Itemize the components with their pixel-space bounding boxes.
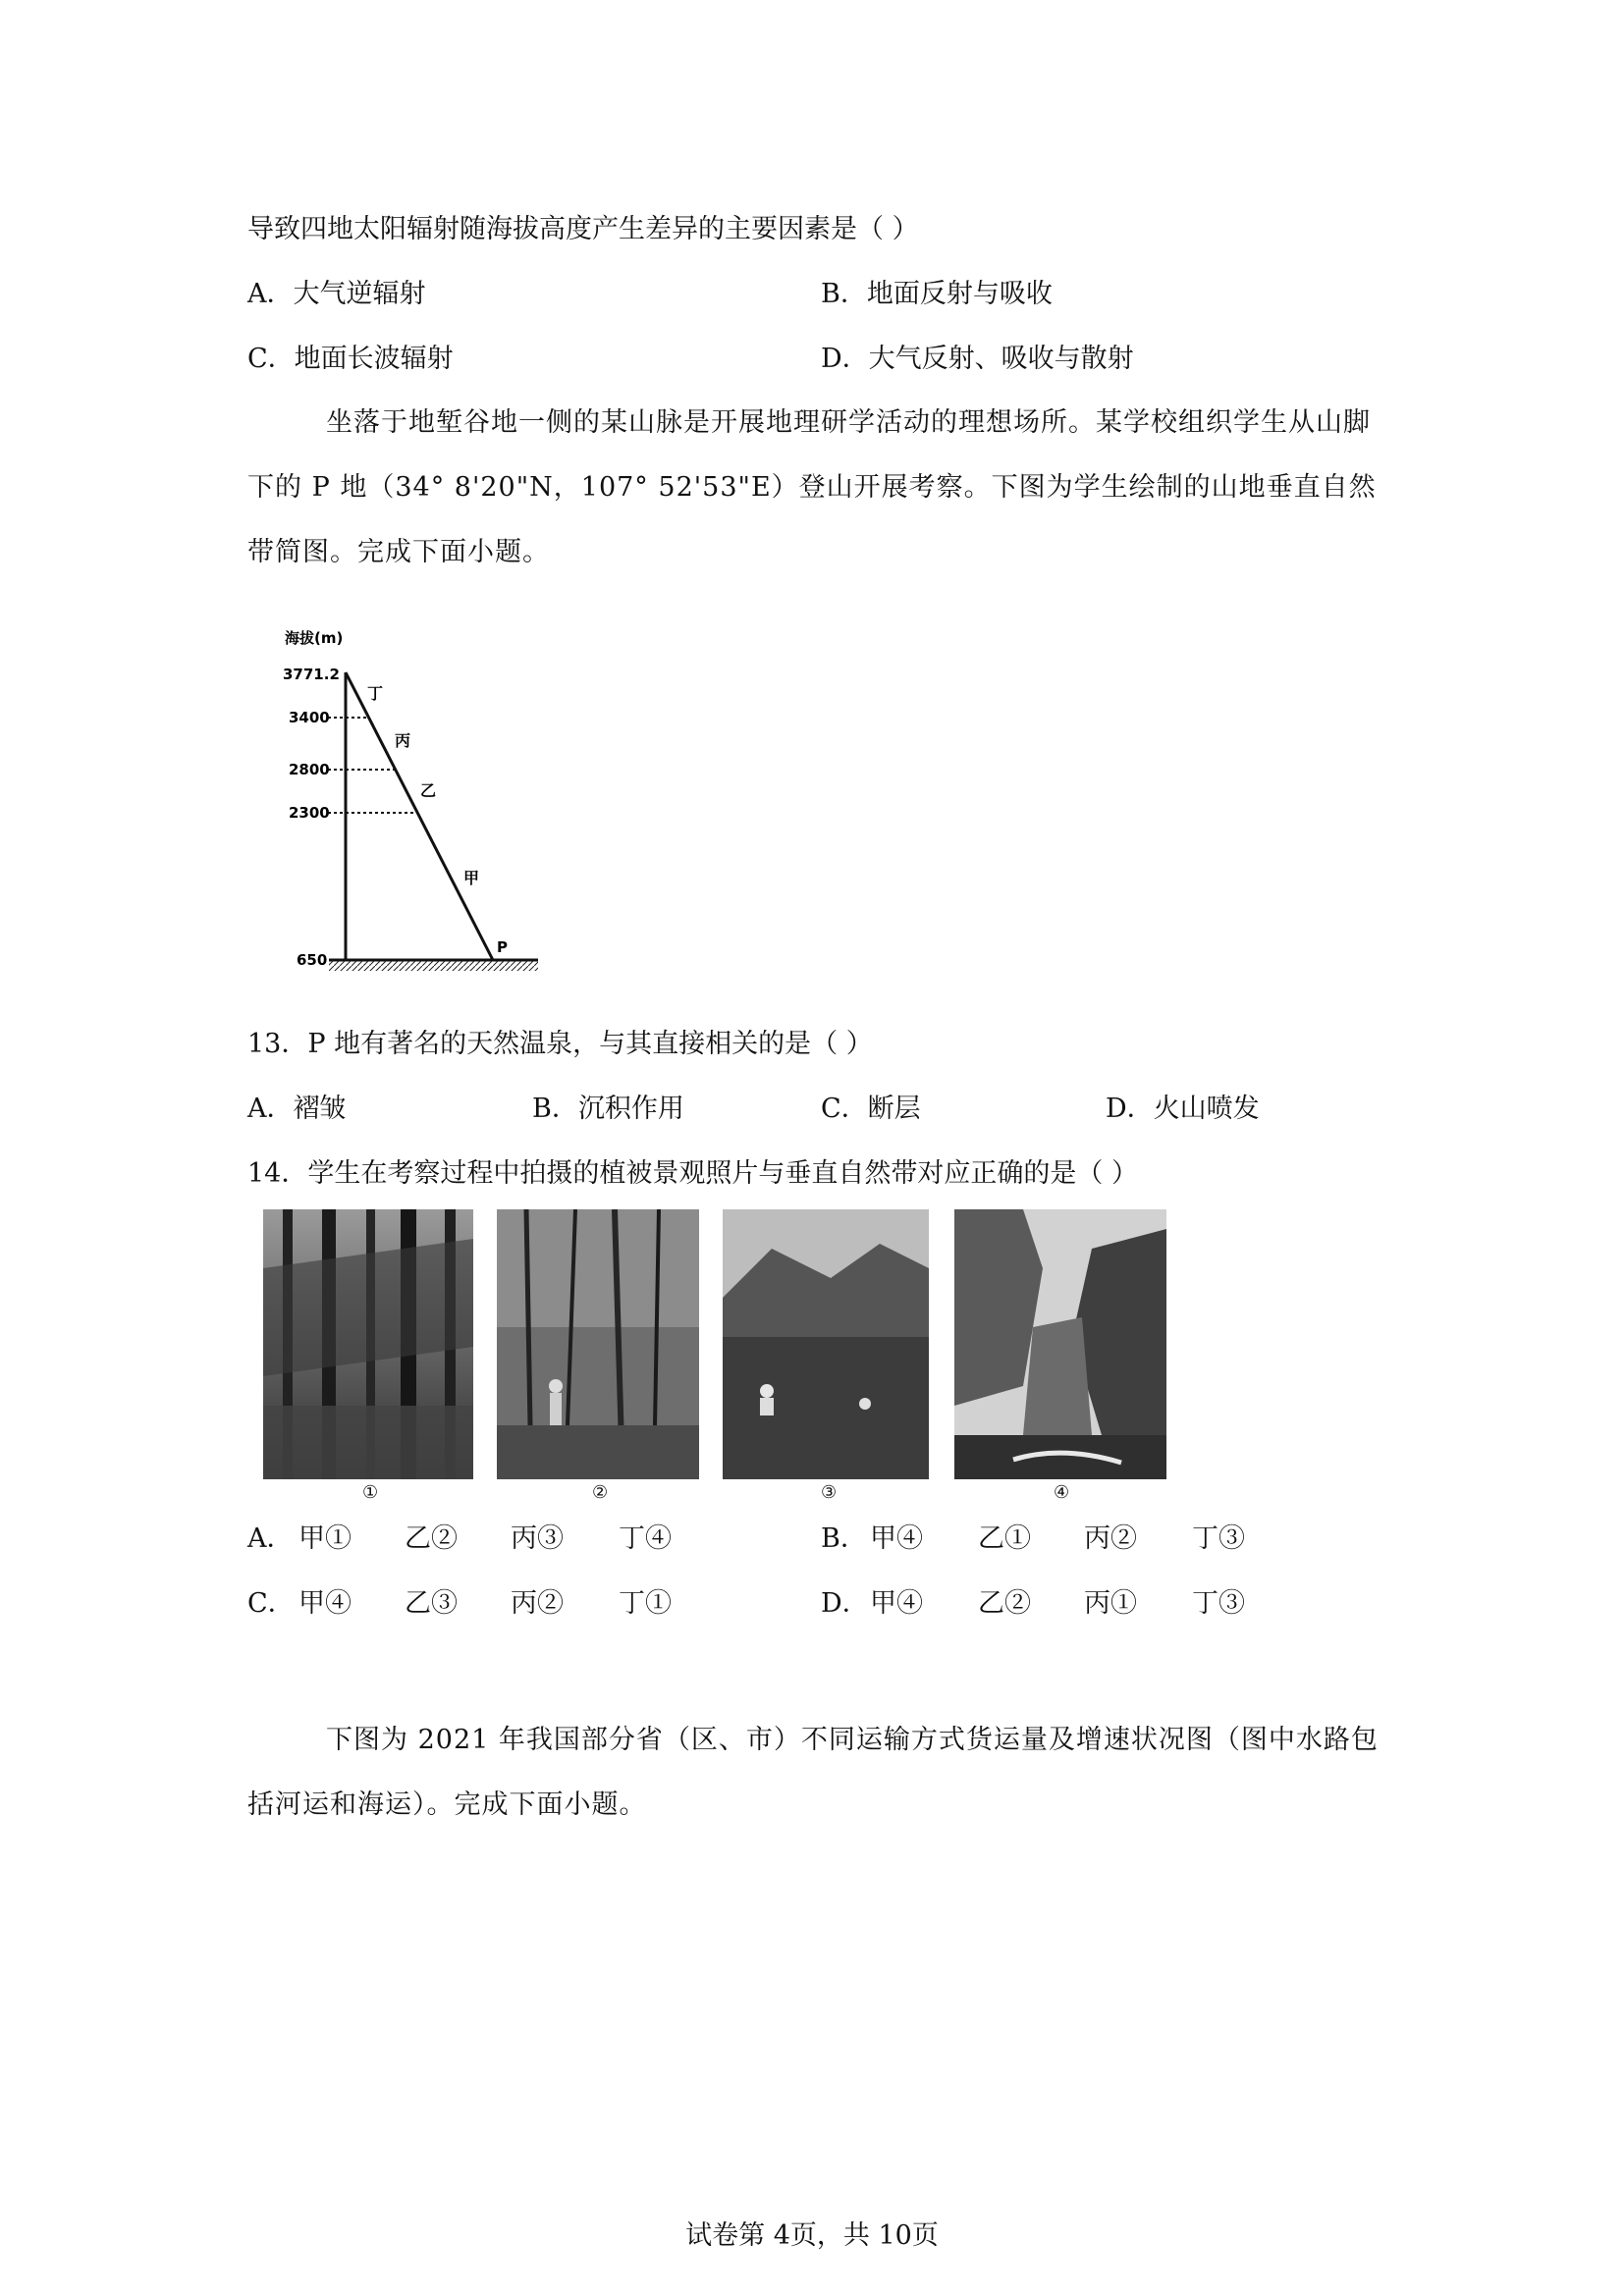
elevation-label-2300: 2300 — [289, 804, 330, 822]
q14-option-b-pair-4: 丁③ — [1192, 1523, 1245, 1554]
q14-option-c-pair-2: 乙③ — [405, 1588, 458, 1619]
q14-option-a-pair-3: 丙③ — [511, 1523, 564, 1554]
point-p-label: P — [497, 938, 508, 956]
photo-2-broadleaf-forest — [497, 1209, 699, 1479]
question-13-stem: 13．P 地有著名的天然温泉，与其直接相关的是（ ） — [247, 1029, 873, 1059]
q13-option-b: B．沉积作用 — [532, 1094, 684, 1124]
q14-option-b-letter: B． — [821, 1523, 867, 1554]
q14-option-a-pair-4: 丁④ — [619, 1523, 672, 1554]
q14-option-d-pair-4: 丁③ — [1192, 1588, 1245, 1619]
photo-label-1: ① — [362, 1482, 379, 1503]
axis-title: 海拔(m) — [285, 629, 344, 647]
q14-option-d-pair-3: 丙① — [1084, 1588, 1137, 1619]
q14-option-b-pair-3: 丙② — [1084, 1523, 1137, 1554]
question-12-stem: 导致四地太阳辐射随海拔高度产生差异的主要因素是（ ） — [247, 214, 919, 244]
question-14-stem: 14．学生在考察过程中拍摄的植被景观照片与垂直自然带对应正确的是（ ） — [247, 1158, 1138, 1189]
q14-option-c-pair-4: 丁① — [619, 1588, 672, 1619]
q13-option-a: A．褶皱 — [247, 1094, 347, 1124]
q14-option-b-pair-2: 乙① — [978, 1523, 1031, 1554]
photo-4-valley-cliffs — [954, 1209, 1166, 1479]
q13-option-c: C．断层 — [821, 1094, 921, 1124]
q14-option-a-letter: A． — [247, 1523, 294, 1554]
passage-freight — [247, 1708, 1386, 1838]
elevation-label-2800: 2800 — [289, 761, 330, 778]
q12-option-d: D．大气反射、吸收与散射 — [821, 344, 1134, 374]
elevation-label-650: 650 — [297, 951, 328, 969]
zone-label-yi: 乙 — [420, 781, 437, 800]
q14-option-d-pair-1: 甲④ — [870, 1588, 923, 1619]
vertical-zone-diagram — [275, 618, 569, 982]
passage-mountain-text: 坐落于地堑谷地一侧的某山脉是开展地理研学活动的理想场所。某学校组织学生从山脚下的 P 地（34° 8'20"N，107° 52'53"E）登山开展考察。下图为学生绘制的山地垂直自然带简图。完成下面小题。 — [247, 407, 1377, 567]
q13-option-d: D．火山喷发 — [1106, 1094, 1260, 1124]
page-footer: 试卷第 4页，共 10页 — [685, 2220, 939, 2251]
zone-label-jia: 甲 — [463, 869, 480, 887]
mountain-slope — [346, 672, 493, 960]
q14-option-d-letter: D． — [821, 1588, 869, 1619]
elevation-label-3400: 3400 — [289, 709, 330, 726]
ground-hatch — [329, 961, 538, 971]
q14-option-b-pair-1: 甲④ — [870, 1523, 923, 1554]
passage-mountain — [247, 391, 1386, 585]
q12-option-c: C．地面长波辐射 — [247, 344, 454, 374]
q14-option-c-letter: C． — [247, 1588, 295, 1619]
photo-3-alpine-meadow — [723, 1209, 929, 1479]
q14-option-c-pair-3: 丙② — [511, 1588, 564, 1619]
q12-option-b: B．地面反射与吸收 — [821, 279, 1053, 309]
q14-option-a-pair-1: 甲① — [298, 1523, 352, 1554]
photo-label-3: ③ — [821, 1482, 838, 1503]
photo-label-4: ④ — [1054, 1482, 1070, 1503]
zone-label-ding: 丁 — [367, 684, 384, 703]
passage-freight-text: 下图为 2021 年我国部分省（区、市）不同运输方式货运量及增速状况图（图中水路包括河运和海运）。完成下面小题。 — [247, 1725, 1379, 1820]
elevation-label-top: 3771.2 — [283, 666, 340, 683]
q14-option-d-pair-2: 乙② — [978, 1588, 1031, 1619]
q14-option-c-pair-1: 甲④ — [298, 1588, 352, 1619]
q14-option-a-pair-2: 乙② — [405, 1523, 458, 1554]
photo-label-2: ② — [592, 1482, 609, 1503]
photo-1-conifer-forest — [263, 1209, 473, 1479]
q12-option-a: A．大气逆辐射 — [247, 279, 426, 309]
zone-label-bing: 丙 — [395, 731, 411, 750]
